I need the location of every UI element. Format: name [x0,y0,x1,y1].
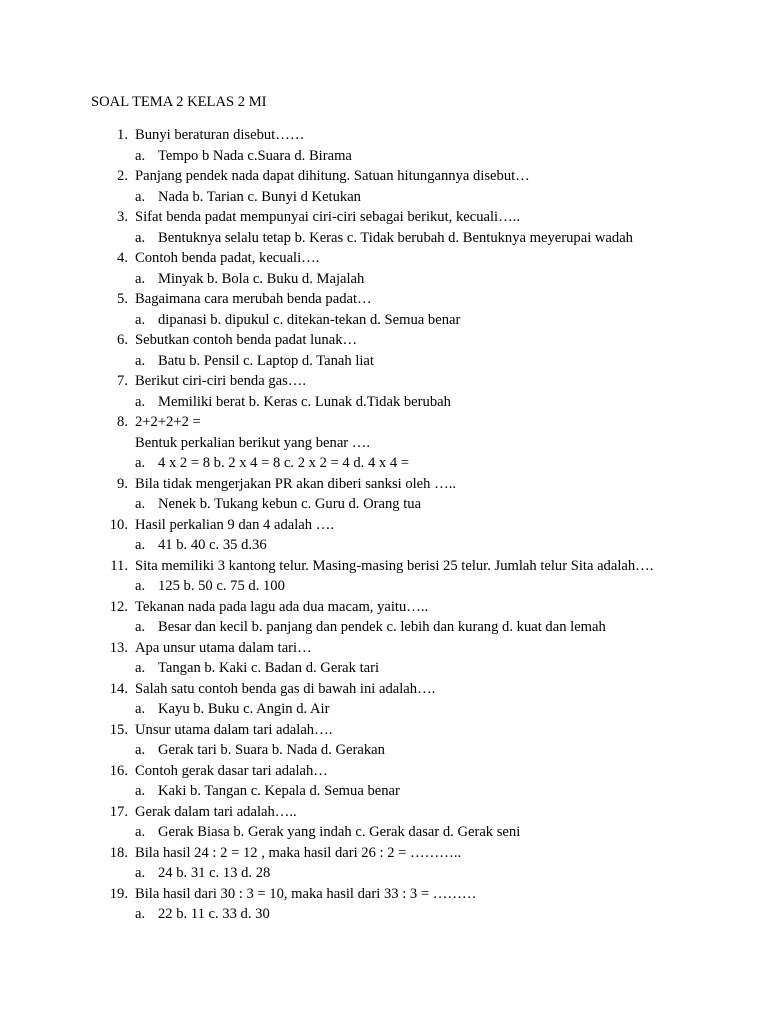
option-letter: a. [135,188,146,205]
question-item [0,474,768,515]
answer-options-line [0,740,768,761]
question-line [0,474,768,495]
answer-options-line [0,863,768,884]
answer-options: Gerak tari b. Suara b. Nada d. Gerakan [158,742,385,758]
answer-options: Kayu b. Buku c. Angin d. Air [158,701,330,717]
question-item [0,843,768,884]
question-line [0,412,768,433]
question-line [0,371,768,392]
answer-options-line [0,269,768,290]
question-item [0,125,768,166]
question-text: Contoh benda padat, kecuali…. [135,250,320,266]
answer-options: Memiliki berat b. Keras c. Lunak d.Tidak berubah [158,393,451,410]
question-line [0,166,768,187]
question-line [0,843,768,864]
answer-options-line [0,351,768,372]
option-letter: a. [135,619,146,635]
question-item [0,207,768,248]
question-number: 7. [117,373,128,389]
question-text: Sebutkan contoh benda padat lunak… [135,332,358,348]
question-line [0,433,768,454]
option-letter: a. [135,783,146,799]
question-text: Panjang pendek nada dapat dihitung. Satuan hitungannya disebut… [135,168,530,184]
question-line [0,207,768,228]
question-text: Gerak dalam tari adalah….. [135,803,297,820]
question-item [0,412,768,474]
answer-options-line [0,392,768,413]
answer-options-line [0,535,768,556]
question-number: 5. [117,291,128,307]
question-number: 15. [109,721,128,738]
question-number: 11. [110,557,128,574]
question-number: 16. [109,762,128,779]
question-number: 6. [117,332,128,348]
question-number: 18. [109,844,128,861]
question-line [0,802,768,823]
option-letter: a. [135,311,146,328]
question-number: 10. [109,516,128,533]
answer-options: Bentuknya selalu tetap b. Keras c. Tidak berubah d. Bentuknya meyerupai wadah [158,229,633,246]
answer-options-line [0,187,768,208]
option-letter: a. [135,824,146,840]
question-number: 12. [109,598,128,615]
answer-options: Nada b. Tarian c. Bunyi d Ketukan [158,188,361,205]
question-line [0,330,768,351]
answer-options: Tangan b. Kaki c. Badan d. Gerak tari [158,660,380,676]
question-number: 14. [109,680,128,697]
question-line [0,597,768,618]
answer-options-line [0,146,768,167]
question-number: 1. [117,127,128,143]
question-text: Berikut ciri-ciri benda gas…. [135,373,307,389]
question-text: Bagaimana cara merubah benda padat… [135,291,372,307]
question-line [0,515,768,536]
question-number: 3. [117,209,128,225]
answer-options: 22 b. 11 c. 33 d. 30 [158,906,270,922]
question-item [0,720,768,761]
question-text: Bila tidak mengerjakan PR akan diberi sanksi oleh ….. [135,475,456,492]
answer-options: 24 b. 31 c. 13 d. 28 [158,865,271,881]
question-item [0,371,768,412]
question-item [0,330,768,371]
question-line [0,679,768,700]
answer-options: 41 b. 40 c. 35 d.36 [158,537,267,553]
answer-options: 4 x 2 = 8 b. 2 x 4 = 8 c. 2 x 2 = 4 d. 4 x 4 = [158,455,410,471]
question-list [0,125,768,925]
question-text: Contoh gerak dasar tari adalah… [135,762,328,779]
question-item [0,289,768,330]
answer-options: Nenek b. Tukang kebun c. Guru d. Orang tua [158,496,422,512]
answer-options-line [0,699,768,720]
question-line [0,125,768,146]
answer-options: Kaki b. Tangan c. Kepala d. Semua benar [158,783,400,799]
question-number: 4. [117,250,128,266]
answer-options-line [0,310,768,331]
option-letter: a. [135,701,146,717]
answer-options-line [0,617,768,638]
question-item [0,679,768,720]
option-letter: a. [135,537,146,553]
answer-options-line [0,904,768,925]
question-number: 17. [109,803,128,820]
answer-options-line [0,576,768,597]
question-item [0,248,768,289]
question-number: 19. [109,885,128,902]
answer-options-line [0,781,768,802]
question-item [0,802,768,843]
option-letter: a. [135,270,146,287]
answer-options-line [0,494,768,515]
answer-options: Besar dan kecil b. panjang dan pendek c. lebih dan kurang d. kuat dan lemah [158,619,606,635]
question-text: Salah satu contoh benda gas di bawah ini adalah…. [135,680,436,697]
answer-options: dipanasi b. dipukul c. ditekan-tekan d. Semua benar [158,311,461,328]
answer-options-line [0,658,768,679]
question-text: Apa unsur utama dalam tari… [135,639,312,656]
question-line [0,761,768,782]
option-letter: a. [135,147,146,164]
question-number: 9. [117,475,128,492]
question-number: 8. [117,414,128,430]
question-item [0,556,768,597]
question-item [0,166,768,207]
question-text: Bunyi beraturan disebut…… [135,127,305,143]
question-text: Bila hasil dari 30 : 3 = 10, maka hasil dari 33 : 3 = ……… [135,885,477,902]
question-text: 2+2+2+2 = [135,414,201,430]
question-text: Sita memiliki 3 kantong telur. Masing-masing berisi 25 telur. Jumlah telur Sita adalah…. [135,557,654,574]
question-text: Sifat benda padat mempunyai ciri-ciri sebagai berikut, kecuali….. [135,209,520,225]
question-text: Bila hasil 24 : 2 = 12 , maka hasil dari 26 : 2 = ……….. [135,844,462,861]
answer-options: 125 b. 50 c. 75 d. 100 [158,578,285,594]
question-number: 13. [109,639,128,656]
answer-options-line [0,453,768,474]
option-letter: a. [135,742,146,758]
question-item [0,884,768,925]
answer-options: Batu b. Pensil c. Laptop d. Tanah liat [158,352,374,369]
question-number: 2. [117,168,128,184]
question-line [0,720,768,741]
question-text: Hasil perkalian 9 dan 4 adalah …. [135,516,334,533]
question-line [0,884,768,905]
question-text: Bentuk perkalian berikut yang benar …. [135,434,371,451]
question-item [0,515,768,556]
question-line [0,556,768,577]
option-letter: a. [135,455,146,471]
question-line [0,638,768,659]
question-item [0,597,768,638]
option-letter: a. [135,352,146,369]
answer-options: Tempo b Nada c.Suara d. Birama [158,147,352,164]
answer-options-line [0,822,768,843]
question-line [0,289,768,310]
answer-options: Minyak b. Bola c. Buku d. Majalah [158,270,365,287]
option-letter: a. [135,496,146,512]
question-item [0,761,768,802]
option-letter: a. [135,660,146,676]
document-title: SOAL TEMA 2 KELAS 2 MI [91,94,267,110]
question-text: Tekanan nada pada lagu ada dua macam, yaitu….. [135,598,429,615]
question-item [0,638,768,679]
answer-options: Gerak Biasa b. Gerak yang indah c. Gerak dasar d. Gerak seni [158,824,521,840]
question-line [0,248,768,269]
option-letter: a. [135,393,146,410]
option-letter: a. [135,906,146,922]
question-text: Unsur utama dalam tari adalah…. [135,721,333,738]
option-letter: a. [135,865,146,881]
answer-options-line [0,228,768,249]
option-letter: a. [135,229,146,246]
option-letter: a. [135,578,146,594]
